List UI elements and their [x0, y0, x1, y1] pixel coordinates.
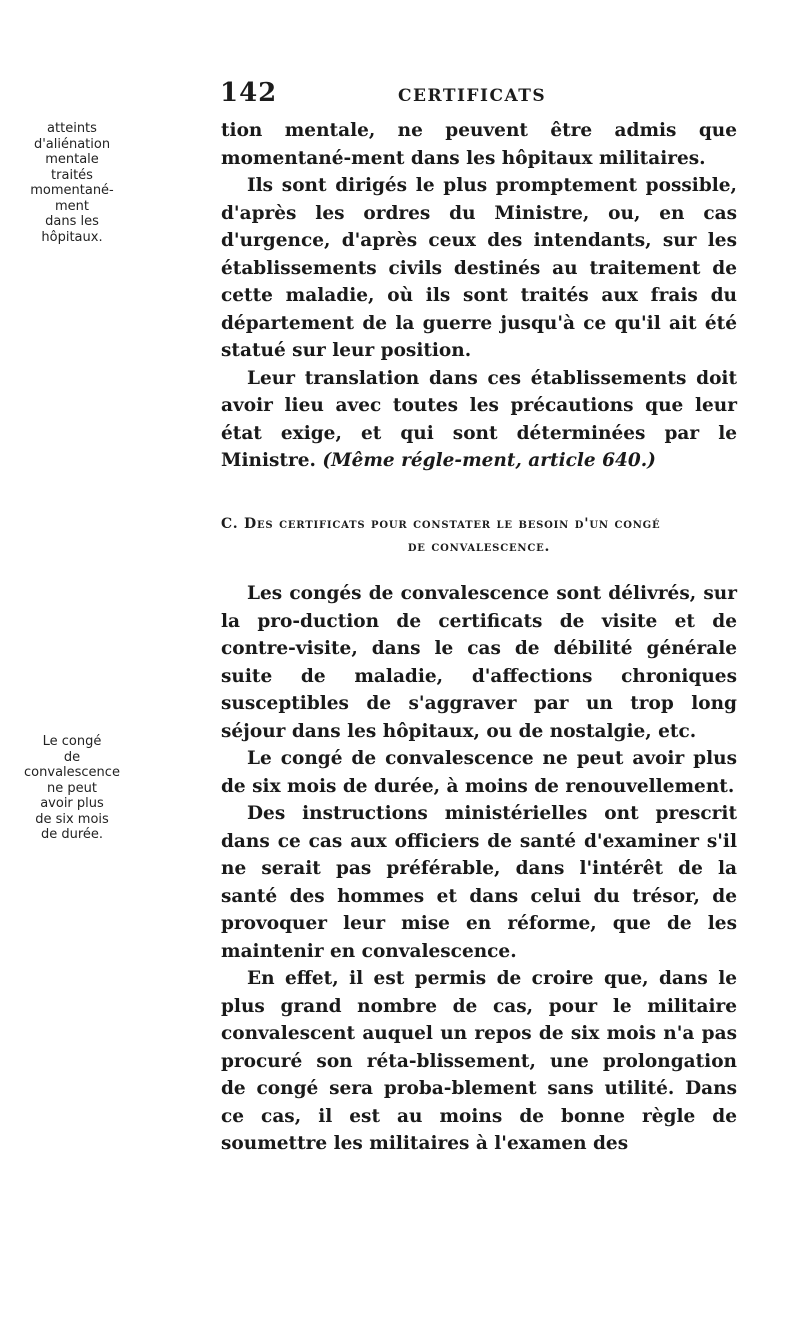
margin-note-line: ne peut — [47, 780, 97, 796]
paragraph: Les congés de convalescence sont délivrés, sur la pro-duction de certificats de visite et de contre-visite, dans le cas de débilité générale suite de maladie, d'affections chroniques susceptibles de s'aggraver par un trop long séjour dans les hôpitaux, ou de nostalgie, etc. — [221, 583, 737, 742]
margin-note-line: Le congé — [42, 734, 102, 749]
margin-note-line: d'aliénation — [33, 136, 111, 152]
paragraph-text: Leur translation dans ces établissements doit avoir lieu avec toutes les précautions que leur état exige, et qui sont déterminées par le Ministre. — [221, 367, 737, 471]
margin-note-line: avoir plus — [40, 796, 104, 811]
page-number: 142 — [220, 78, 278, 108]
paragraph: En effet, il est permis de croire que, dans le plus grand nombre de cas, pour le militaire convalescent auquel un repos de six mois n'a pas procuré son réta-blissement, une prolongation de congé sera proba-blement sans utilité. Dans ce cas, il est au moins de bonne règle de soumettre les militaires à l'examen des — [221, 968, 737, 1154]
section-heading — [221, 513, 737, 559]
margin-note-line: de durée. — [40, 827, 104, 842]
margin-note-line: mentale — [45, 152, 99, 167]
margin-note-conge — [14, 734, 130, 843]
section-heading-line: C. Des certificats pour constater le besoin d'un congé — [221, 516, 661, 532]
margin-note-line: ment — [55, 198, 89, 214]
paragraph: Ils sont dirigés le plus promptement possible, d'après les ordres du Ministre, ou, en cas d'urgence, d'après ceux des intendants, sur les établissements civils destinés au traitement de cette maladie, où ils sont traités aux frais du département de la guerre jusqu'à ce qu'il ait été statué sur leur position. — [221, 175, 737, 361]
margin-note-line: de — [63, 749, 81, 765]
body-text-top — [221, 117, 737, 475]
body-text-bottom — [221, 580, 737, 1158]
section-heading-line: de convalescence. — [407, 539, 551, 555]
margin-note-line: dans les — [45, 214, 99, 229]
page-header — [220, 78, 720, 118]
margin-note-line: de six mois — [35, 811, 109, 827]
margin-note-line: momentané- — [30, 183, 114, 198]
margin-note-line: atteints — [47, 121, 97, 136]
paragraph: Des instructions ministérielles ont prescrit dans ce cas aux officiers de santé d'examiner s'il ne serait pas préférable, dans l'intérêt de la santé des hommes et dans celui du trésor, de provoquer leur mise en réforme, que de les maintenir en convalescence. — [221, 803, 737, 962]
margin-note-line: convalescence — [24, 765, 120, 780]
citation: (Même régle-ment, article 640.) — [322, 450, 656, 471]
margin-note-line: traités — [51, 167, 93, 183]
paragraph: Le congé de convalescence ne peut avoir plus de six mois de durée, à moins de renouvellement. — [221, 748, 737, 797]
running-head: CERTIFICATS — [398, 86, 547, 106]
margin-note-line: hôpitaux. — [41, 229, 103, 245]
paragraph — [221, 365, 737, 475]
paragraph: tion mentale, ne peuvent être admis que momentané-ment dans les hôpitaux militaires. — [221, 120, 737, 169]
margin-note-alienation — [14, 121, 130, 245]
